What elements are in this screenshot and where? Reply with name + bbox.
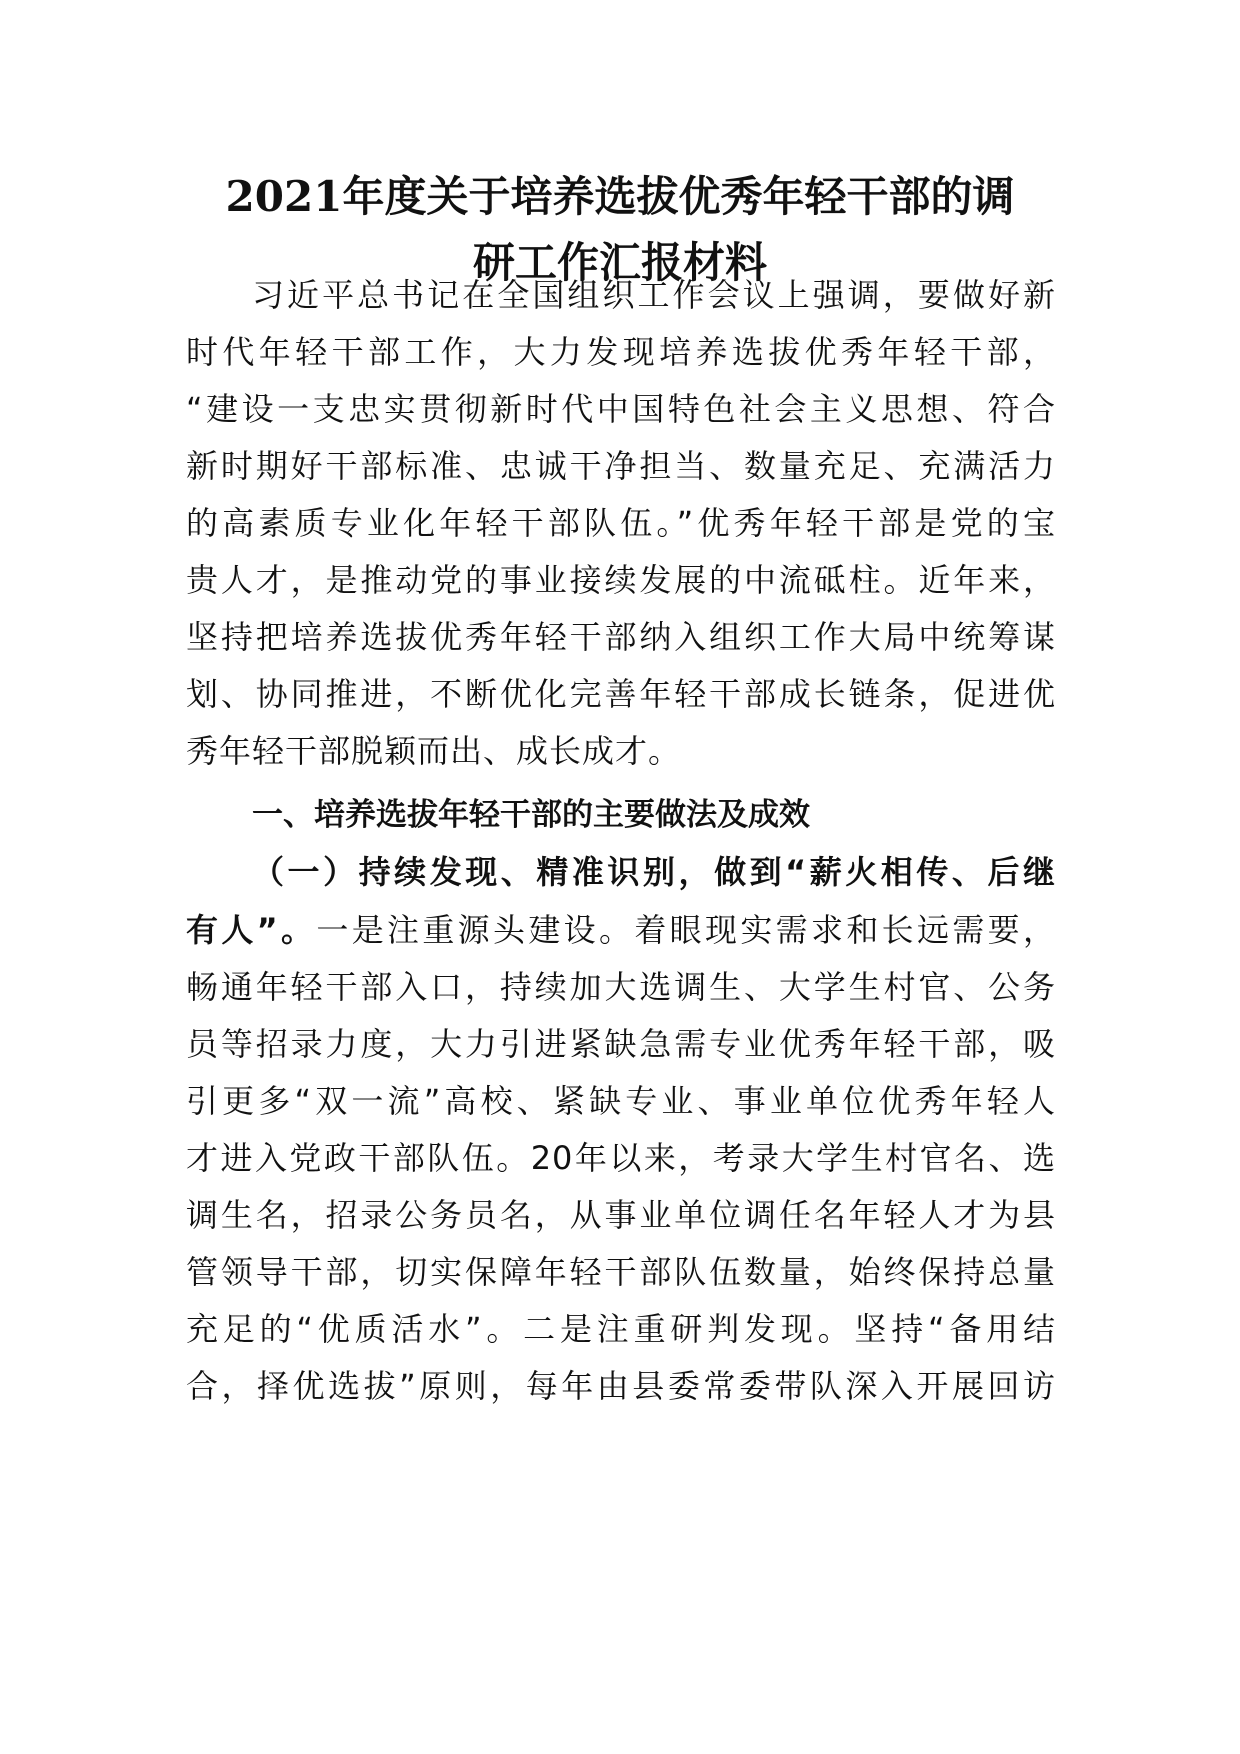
paragraph-line: 划、协同推进，不断优化完善年轻干部成长链条，促进优 [186, 675, 1056, 713]
paragraph-line: 调生名，招录公务员名，从事业单位调任名年轻人才为县 [186, 1196, 1056, 1234]
paragraph-line: 坚持把培养选拔优秀年轻干部纳入组织工作大局中统筹谋 [186, 618, 1056, 656]
paragraph-line: 秀年轻干部脱颖而出、成长成才。 [186, 732, 682, 770]
section-heading: 一、培养选拔年轻干部的主要做法及成效 [252, 797, 810, 833]
paragraph-line: 管领导干部，切实保障年轻干部队伍数量，始终保持总量 [186, 1253, 1056, 1291]
paragraph-line: 时代年轻干部工作，大力发现培养选拔优秀年轻干部， [186, 333, 1056, 371]
paragraph-line: 才进入党政干部队伍。20年以来，考录大学生村官名、选 [186, 1139, 1056, 1177]
paragraph-text: 一是注重源头建设。着眼现实需求和长远需要， [316, 911, 1056, 949]
paragraph-line: 新时期好干部标准、忠诚干净担当、数量充足、充满活力 [186, 447, 1056, 485]
paragraph-line: 的高素质专业化年轻干部队伍。”优秀年轻干部是党的宝 [186, 504, 1056, 542]
paragraph-line: 员等招录力度，大力引进紧缺急需专业优秀年轻干部，吸 [186, 1025, 1056, 1063]
paragraph-line: “建设一支忠实贯彻新时代中国特色社会主义思想、符合 [186, 390, 1056, 428]
paragraph-line: 习近平总书记在全国组织工作会议上强调，要做好新 [252, 276, 1056, 314]
paragraph-line: 合，择优选拔”原则，每年由县委常委带队深入开展回访 [186, 1367, 1056, 1405]
paragraph-line: 贵人才，是推动党的事业接续发展的中流砥柱。近年来， [186, 561, 1056, 599]
subsection-heading: （一）持续发现、精准识别，做到“薪火相传、后继 [252, 853, 1056, 891]
paragraph-line: 充足的“优质活水”。二是注重研判发现。坚持“备用结 [186, 1310, 1056, 1348]
paragraph-line [186, 910, 1056, 950]
subsection-heading-end: 有人”。 [186, 911, 317, 949]
paragraph-line: 引更多“双一流”高校、紧缺专业、事业单位优秀年轻人 [186, 1082, 1056, 1120]
document-title-line-1: 2021年度关于培养选拔优秀年轻干部的调 [225, 172, 1015, 221]
paragraph-line: 畅通年轻干部入口，持续加大选调生、大学生村官、公务 [186, 968, 1056, 1006]
document-title-line-2: 研工作汇报材料 [472, 238, 767, 287]
